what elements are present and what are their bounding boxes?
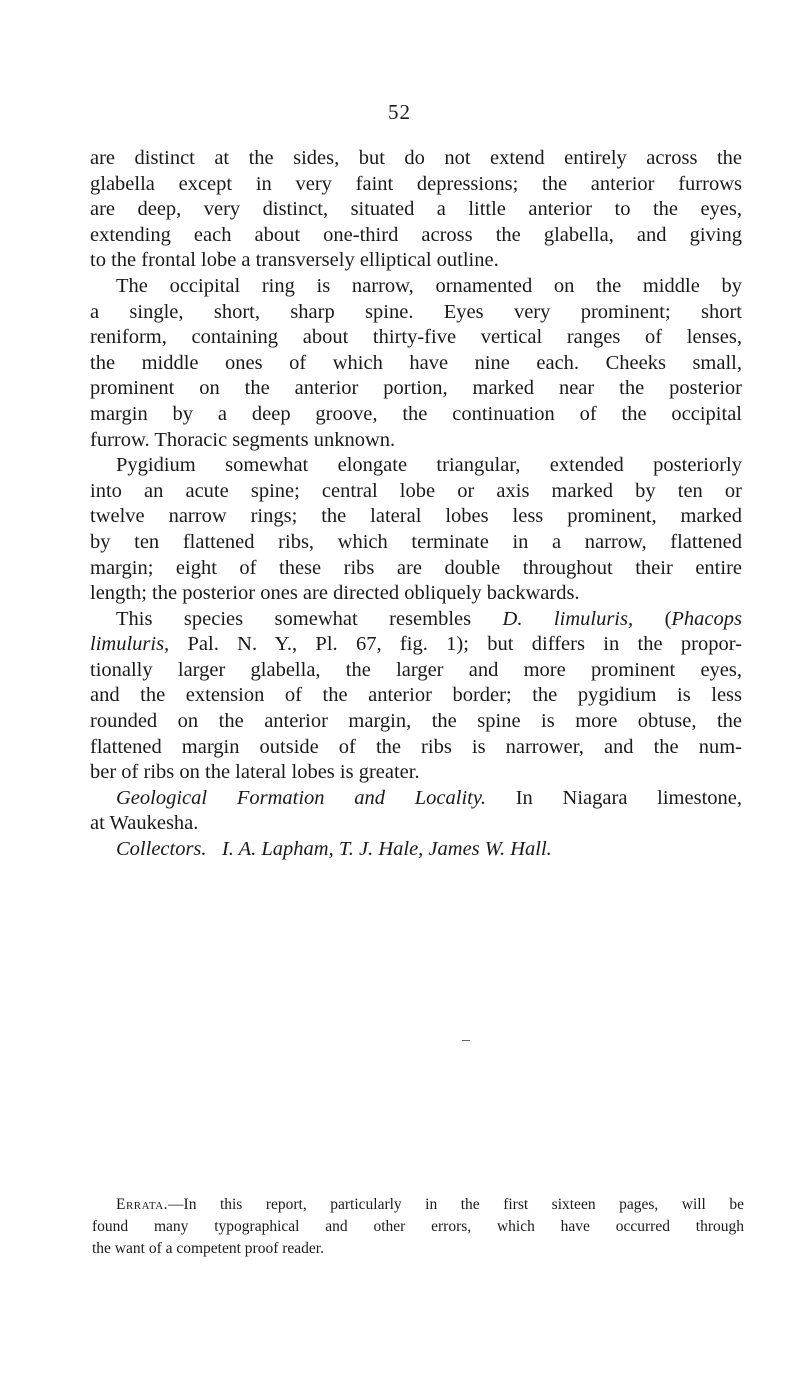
text-line: are distinct at the sides, but do not extend entirely across the	[90, 147, 742, 169]
text-line: into an acute spine; central lobe or axis marked by ten or	[90, 479, 742, 502]
text-line	[90, 837, 742, 863]
text-run: This species somewhat resembles	[116, 607, 503, 630]
species-name: D. limuluris,	[502, 607, 634, 630]
text-line	[90, 786, 742, 812]
formation-label: Geological Formation and Locality.	[116, 786, 486, 809]
text-run: In Niagara limestone,	[485, 786, 742, 809]
text-line: rounded on the anterior margin, the spine is more obtuse, the	[90, 710, 742, 733]
text-line: length; the posterior ones are directed obliquely backwards.	[90, 582, 580, 605]
text-line: Pygidium somewhat elongate triangular, extended posteriorly	[116, 454, 742, 477]
text-run: —In this report, particularly in the first sixteen pages, will be	[168, 1196, 744, 1213]
errata-note	[92, 1194, 744, 1260]
text-line	[90, 632, 742, 658]
text-line: the middle ones of which have nine each. Cheeks small,	[90, 351, 742, 374]
text-line: twelve narrow rings; the lateral lobes less prominent, marked	[90, 505, 742, 528]
text-line: at Waukesha.	[90, 812, 199, 835]
text-line: and the extension of the anterior border; the pygidium is less	[90, 684, 742, 707]
collectors-label: Collectors.	[116, 838, 207, 861]
body-text	[90, 146, 742, 863]
text-line: are deep, very distinct, situated a little anterior to the eyes,	[90, 198, 742, 221]
genus-name: Phacops	[671, 607, 742, 630]
text-line: The occipital ring is narrow, ornamented on the middle by	[116, 274, 742, 297]
text-line: glabella except in very faint depressions; the anterior furrows	[90, 172, 742, 195]
text-line: margin by a deep groove, the continuation of the occipital	[90, 402, 742, 425]
text-line	[90, 607, 742, 633]
errata-label: Errata.	[116, 1196, 169, 1213]
divider	[462, 1040, 470, 1041]
text-line: prominent on the anterior portion, marked near the posterior	[90, 377, 742, 400]
text-run: (	[633, 607, 672, 630]
species-name: limuluris,	[90, 633, 170, 656]
text-line: a single, short, sharp spine. Eyes very prominent; short	[90, 300, 742, 323]
text-line: found many typographical and other errors, which have occurred through	[92, 1218, 744, 1235]
text-line	[92, 1194, 744, 1216]
text-line: the want of a competent proof reader.	[92, 1240, 324, 1257]
text-line: reniform, containing about thirty-five vertical ranges of lenses,	[90, 326, 742, 349]
text-line: tionally larger glabella, the larger and more prominent eyes,	[90, 658, 742, 681]
text-line: margin; eight of these ribs are double throughout their entire	[90, 556, 742, 579]
text-line: extending each about one-third across the glabella, and giving	[90, 223, 742, 246]
page-number: 52	[388, 100, 411, 124]
text-line: to the frontal lobe a transversely elliptical outline.	[90, 249, 499, 272]
collectors-names: I. A. Lapham, T. J. Hale, James W. Hall.	[221, 838, 552, 861]
text-run: Pal. N. Y., Pl. 67, fig. 1); but differs in the propor-	[169, 633, 742, 656]
text-line: by ten flattened ribs, which terminate in a narrow, flattened	[90, 530, 742, 553]
text-line: ber of ribs on the lateral lobes is greater.	[90, 761, 420, 784]
text-line: furrow. Thoracic segments unknown.	[90, 428, 396, 451]
text-line: flattened margin outside of the ribs is narrower, and the num-	[90, 735, 742, 758]
